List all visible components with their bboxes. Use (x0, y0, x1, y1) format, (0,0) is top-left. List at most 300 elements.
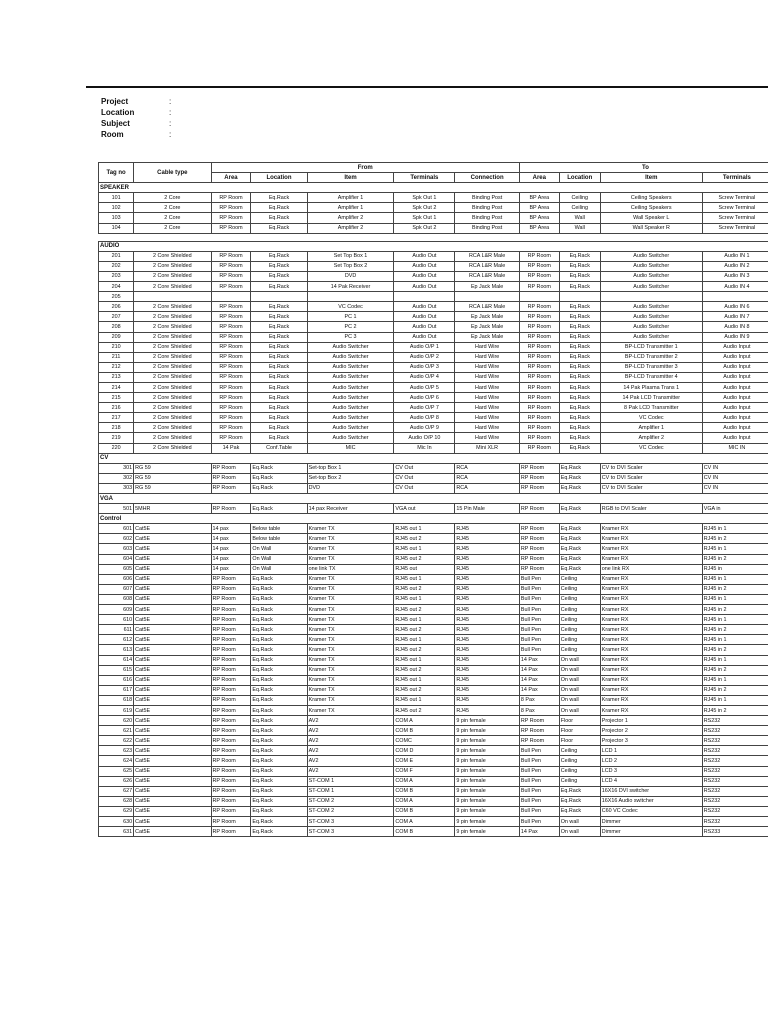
table-cell: RP Room (211, 716, 251, 726)
table-cell: RJ45 (455, 615, 520, 625)
table-cell: AV2 (307, 736, 394, 746)
table-cell: Amplifier 2 (307, 223, 394, 233)
col-from-area: Area (211, 173, 251, 183)
table-row (99, 584, 768, 594)
table-cell: RP Room (211, 473, 251, 483)
table-cell: Eq.Rack (251, 635, 307, 645)
table-cell: Bull Pen (519, 645, 559, 655)
table-cell: Audio Input (702, 352, 768, 362)
table-cell: Audio O/P 1 (394, 342, 455, 352)
meta-location: Location : (101, 108, 172, 117)
table-cell: RP Room (519, 382, 559, 392)
table-cell: RP Room (211, 332, 251, 342)
table-cell: 16X16 DVI switcher (600, 786, 702, 796)
table-cell: Audio Out (394, 332, 455, 342)
table-cell: Ceiling (559, 584, 600, 594)
table-cell: Kramer RX (600, 655, 702, 665)
table-cell: 608 (99, 594, 134, 604)
table-cell: Eq.Rack (251, 736, 307, 746)
table-cell: RJ45 in (702, 564, 768, 574)
table-cell: Wall Speaker R (600, 223, 702, 233)
table-cell: 9 pin female (455, 736, 520, 746)
table-cell: RJ45 out 1 (394, 615, 455, 625)
table-cell: COM E (394, 756, 455, 766)
table-cell: Audio Out (394, 251, 455, 261)
table-cell: RJ45 in 2 (702, 605, 768, 615)
table-row (99, 382, 768, 392)
table-cell: RP Room (211, 423, 251, 433)
table-cell: Amplifier 2 (307, 213, 394, 223)
table-row (99, 322, 768, 332)
table-cell: BP-LCD Transmitter 4 (600, 372, 702, 382)
table-row (99, 213, 768, 223)
table-cell: RJ45 out 1 (394, 695, 455, 705)
table-cell: Eq.Rack (559, 524, 600, 534)
table-cell: RP Room (519, 483, 559, 493)
table-cell: RJ45 (455, 675, 520, 685)
table-cell: RJ45 (455, 544, 520, 554)
table-row (99, 645, 768, 655)
table-cell: Cat5E (134, 827, 211, 837)
table-row (99, 372, 768, 382)
table-cell: RP Room (211, 655, 251, 665)
table-cell: Eq.Rack (251, 423, 307, 433)
table-cell: RJ45 in 1 (702, 615, 768, 625)
table-cell: 15 Pin Male (455, 504, 520, 514)
table-cell: Ceiling (559, 756, 600, 766)
table-cell (702, 292, 768, 302)
table-cell: Eq.Rack (559, 806, 600, 816)
table-cell: Eq.Rack (251, 203, 307, 213)
table-cell: Mini XLR (455, 443, 520, 453)
table-row (99, 726, 768, 736)
table-cell: 2 Core Shielded (134, 282, 211, 292)
table-cell: Audio Switcher (600, 312, 702, 322)
table-cell: Mic In (394, 443, 455, 453)
table-cell: 630 (99, 817, 134, 827)
table-cell: Audio Input (702, 413, 768, 423)
table-cell: Kramer RX (600, 524, 702, 534)
table-cell: 5MHR (134, 504, 211, 514)
table-cell: Screw Terminal (702, 223, 768, 233)
table-cell: Projector 1 (600, 716, 702, 726)
table-cell: Eq.Rack (559, 342, 600, 352)
table-cell: RS232 (702, 786, 768, 796)
table-cell: Kramer RX (600, 544, 702, 554)
table-cell: Kramer RX (600, 675, 702, 685)
table-cell: RS232 (702, 817, 768, 827)
table-cell: COM B (394, 827, 455, 837)
table-cell: RP Room (519, 332, 559, 342)
table-cell: RJ45 (455, 534, 520, 544)
table-cell: Bull Pen (519, 817, 559, 827)
table-cell: Eq.Rack (251, 322, 307, 332)
table-cell: Eq.Rack (559, 423, 600, 433)
table-cell: Kramer RX (600, 635, 702, 645)
table-cell: 2 Core Shielded (134, 352, 211, 362)
table-cell: 14 Pak Receiver (307, 282, 394, 292)
table-row (99, 756, 768, 766)
table-cell: Cat5E (134, 806, 211, 816)
table-cell: Ceiling (559, 594, 600, 604)
table-cell: Eq.Rack (251, 332, 307, 342)
table-cell: 625 (99, 766, 134, 776)
table-cell: RP Room (211, 433, 251, 443)
table-cell: BP-LCD Transmitter 3 (600, 362, 702, 372)
table-cell: ST-COM 1 (307, 776, 394, 786)
spacer-cell (99, 233, 768, 241)
table-cell: 212 (99, 362, 134, 372)
table-cell: RJ45 in 2 (702, 645, 768, 655)
table-cell: RP Room (211, 766, 251, 776)
table-cell: Eq.Rack (251, 282, 307, 292)
table-cell: 211 (99, 352, 134, 362)
table-cell: RP Room (519, 362, 559, 372)
table-cell: CV IN (702, 473, 768, 483)
table-cell: Eq.Rack (559, 534, 600, 544)
meta-project: Project : (101, 97, 172, 106)
table-cell: Eq.Rack (251, 393, 307, 403)
table-cell: Audio Switcher (307, 413, 394, 423)
table-cell: Kramer TX (307, 544, 394, 554)
table-cell: DVD (307, 483, 394, 493)
table-cell: Kramer RX (600, 574, 702, 584)
table-cell: 206 (99, 302, 134, 312)
table-cell: Audio O/P 10 (394, 433, 455, 443)
table-cell: RCA L&R Male (455, 271, 520, 281)
table-cell: Amplifier 2 (600, 433, 702, 443)
table-cell: Eq.Rack (251, 665, 307, 675)
table-cell: Wall (559, 223, 600, 233)
table-cell: RJ45 out 2 (394, 685, 455, 695)
table-cell: Audio O/P 5 (394, 382, 455, 392)
table-cell: Kramer TX (307, 655, 394, 665)
col-to-item: Item (600, 173, 702, 183)
table-cell: Floor (559, 736, 600, 746)
table-cell: BP-LCD Transmitter 2 (600, 352, 702, 362)
table-cell: RP Room (211, 342, 251, 352)
table-cell: Kramer TX (307, 534, 394, 544)
table-cell: RJ45 (455, 695, 520, 705)
table-cell: 215 (99, 393, 134, 403)
table-cell: Spk Out 1 (394, 213, 455, 223)
table-cell: Eq.Rack (559, 443, 600, 453)
table-cell: 631 (99, 827, 134, 837)
table-cell: 2 Core Shielded (134, 271, 211, 281)
table-cell: Eq.Rack (559, 322, 600, 332)
table-cell: RJ45 (455, 625, 520, 635)
table-cell: RP Room (211, 193, 251, 203)
table-row (99, 766, 768, 776)
table-cell: Bull Pen (519, 584, 559, 594)
section-header (99, 183, 768, 193)
table-cell: 627 (99, 786, 134, 796)
table-cell: RJ45 out 1 (394, 675, 455, 685)
table-cell: Set Top Box 1 (307, 251, 394, 261)
table-cell: 207 (99, 312, 134, 322)
table-cell: Eq.Rack (251, 362, 307, 372)
col-from-location: Location (251, 173, 307, 183)
table-cell: Spk Out 2 (394, 203, 455, 213)
table-cell: Eq.Rack (251, 342, 307, 352)
table-body (99, 183, 768, 837)
table-cell: RJ45 in 1 (702, 574, 768, 584)
table-row (99, 393, 768, 403)
table-cell: RJ45 out 2 (394, 584, 455, 594)
table-cell: Kramer TX (307, 705, 394, 715)
table-cell: Kramer TX (307, 665, 394, 675)
table-cell: Cat5E (134, 645, 211, 655)
table-cell: 14 Pak Plasma Trans 1 (600, 382, 702, 392)
table-cell: RCA L&R Male (455, 261, 520, 271)
table-cell: 605 (99, 564, 134, 574)
table-cell: Audio Switcher (307, 433, 394, 443)
table-row (99, 675, 768, 685)
table-cell: Cat5E (134, 665, 211, 675)
table-cell: Projector 2 (600, 726, 702, 736)
table-row (99, 524, 768, 534)
table-cell: Bull Pen (519, 796, 559, 806)
table-cell: Eq.Rack (559, 786, 600, 796)
table-cell: Ceiling (559, 615, 600, 625)
table-cell: Bull Pen (519, 776, 559, 786)
table-cell: RP Room (211, 372, 251, 382)
table-cell: 203 (99, 271, 134, 281)
table-cell: Hard Wire (455, 372, 520, 382)
table-cell: Eq.Rack (251, 271, 307, 281)
table-cell: Eq.Rack (251, 261, 307, 271)
table-cell: 14 pax (211, 564, 251, 574)
table-cell: Audio Input (702, 372, 768, 382)
table-cell: 9 pin female (455, 766, 520, 776)
table-cell: Kramer TX (307, 584, 394, 594)
table-row (99, 483, 768, 493)
table-cell: Ceiling (559, 746, 600, 756)
table-cell: RP Room (211, 483, 251, 493)
table-cell: Eq.Rack (559, 403, 600, 413)
table-cell: Eq.Rack (251, 705, 307, 715)
table-cell: RJ45 out 1 (394, 524, 455, 534)
table-cell: RP Room (211, 675, 251, 685)
table-cell: RJ45 in 1 (702, 695, 768, 705)
table-cell: 612 (99, 635, 134, 645)
section-title: Control (99, 514, 768, 524)
table-cell: Eq.Rack (251, 675, 307, 685)
table-cell: 619 (99, 705, 134, 715)
table-cell: Eq.Rack (559, 433, 600, 443)
table-cell: RJ45 out 2 (394, 665, 455, 675)
table-cell: 2 Core Shielded (134, 413, 211, 423)
table-cell: 9 pin female (455, 786, 520, 796)
table-cell: RP Room (211, 352, 251, 362)
table-cell: 9 pin female (455, 806, 520, 816)
table-cell: Audio IN 9 (702, 332, 768, 342)
table-cell: 2 Core (134, 213, 211, 223)
table-cell: LCD 2 (600, 756, 702, 766)
col-cable-type: Cable type (134, 163, 211, 183)
table-cell: RP Room (211, 756, 251, 766)
table-cell (519, 292, 559, 302)
table-cell: Audio IN 4 (702, 282, 768, 292)
table-cell: Eq.Rack (559, 282, 600, 292)
table-cell: Eq.Rack (559, 362, 600, 372)
table-cell: Set-top Box 2 (307, 473, 394, 483)
table-cell: Eq.Rack (251, 594, 307, 604)
table-cell: CV to DVI Scaler (600, 483, 702, 493)
table-cell: Audio Switcher (307, 362, 394, 372)
table-cell: COM A (394, 776, 455, 786)
table-row (99, 271, 768, 281)
table-cell: 613 (99, 645, 134, 655)
table-cell: Bull Pen (519, 756, 559, 766)
table-cell: 101 (99, 193, 134, 203)
table-cell: RJ45 in 1 (702, 544, 768, 554)
table-cell: RJ45 out 2 (394, 625, 455, 635)
table-cell: Audio IN 3 (702, 271, 768, 281)
table-cell: DVD (307, 271, 394, 281)
table-cell: Eq.Rack (251, 584, 307, 594)
table-cell: Ep Jack Male (455, 282, 520, 292)
table-cell: Wall Speaker L (600, 213, 702, 223)
table-cell: 208 (99, 322, 134, 332)
table-cell: RS232 (702, 806, 768, 816)
table-cell: 14 Pax (519, 675, 559, 685)
table-cell: Hard Wire (455, 362, 520, 372)
table-cell: RS232 (702, 726, 768, 736)
table-cell: 2 Core Shielded (134, 423, 211, 433)
table-cell: RP Room (211, 574, 251, 584)
table-row (99, 302, 768, 312)
table-cell: RJ45 out 1 (394, 574, 455, 584)
table-cell: Audio Out (394, 322, 455, 332)
table-cell (600, 292, 702, 302)
table-cell: Audio Switcher (600, 251, 702, 261)
table-cell: 2 Core Shielded (134, 372, 211, 382)
table-cell: On wall (559, 695, 600, 705)
section-header (99, 514, 768, 524)
table-cell: 2 Core Shielded (134, 342, 211, 352)
table-cell: 219 (99, 433, 134, 443)
table-cell: Kramer TX (307, 574, 394, 584)
table-cell: Eq.Rack (559, 251, 600, 261)
table-cell: Eq.Rack (251, 463, 307, 473)
table-cell: RP Room (211, 382, 251, 392)
table-cell: 14 Pax (519, 665, 559, 675)
table-cell: RP Room (211, 393, 251, 403)
table-cell: RG 59 (134, 473, 211, 483)
table-cell: Audio O/P 8 (394, 413, 455, 423)
table-cell: RP Room (519, 322, 559, 332)
table-cell: Eq.Rack (251, 615, 307, 625)
table-cell: Kramer TX (307, 605, 394, 615)
table-cell: Eq.Rack (559, 312, 600, 322)
table-cell: RP Room (519, 463, 559, 473)
table-cell: RJ45 out 2 (394, 605, 455, 615)
table-cell: Floor (559, 726, 600, 736)
table-row (99, 685, 768, 695)
table-row (99, 362, 768, 372)
table-row (99, 605, 768, 615)
table-cell: VC Codec (600, 443, 702, 453)
table-cell: Eq.Rack (251, 605, 307, 615)
table-cell: RJ45 out 2 (394, 554, 455, 564)
table-cell: 9 pin female (455, 796, 520, 806)
table-cell: RP Room (211, 322, 251, 332)
table-cell: Audio Switcher (600, 271, 702, 281)
table-cell: 302 (99, 473, 134, 483)
table-cell: 610 (99, 615, 134, 625)
table-cell: 609 (99, 605, 134, 615)
table-cell: RJ45 out 1 (394, 635, 455, 645)
table-row (99, 635, 768, 645)
table-cell: 217 (99, 413, 134, 423)
table-cell: ST-COM 3 (307, 817, 394, 827)
table-cell: 8 Pax (519, 695, 559, 705)
col-from-item: Item (307, 173, 394, 183)
group-from: From (211, 163, 519, 173)
table-cell: Eq.Rack (559, 393, 600, 403)
table-cell (134, 292, 211, 302)
table-cell: RJ45 in 1 (702, 524, 768, 534)
table-cell: Eq.Rack (251, 716, 307, 726)
table-cell: Audio O/P 6 (394, 393, 455, 403)
table-cell: Cat5E (134, 615, 211, 625)
table-cell: Binding Post (455, 193, 520, 203)
table-cell: RJ45 (455, 574, 520, 584)
table-cell: Eq.Rack (251, 312, 307, 322)
table-cell: PC 1 (307, 312, 394, 322)
table-cell: RP Room (519, 352, 559, 362)
table-cell: RP Room (211, 271, 251, 281)
table-cell: RP Room (519, 716, 559, 726)
table-cell: Cat5E (134, 786, 211, 796)
table-cell: Binding Post (455, 223, 520, 233)
table-cell: ST-COM 1 (307, 786, 394, 796)
table-cell: 626 (99, 776, 134, 786)
table-cell: Bull Pen (519, 594, 559, 604)
table-cell: Bull Pen (519, 625, 559, 635)
table-cell: Cat5E (134, 635, 211, 645)
table-cell: Dimmer (600, 827, 702, 837)
table-row (99, 615, 768, 625)
table-cell: Kramer RX (600, 594, 702, 604)
table-cell: RP Room (519, 393, 559, 403)
table-cell: RJ45 (455, 564, 520, 574)
table-cell: 14 pax (211, 524, 251, 534)
table-cell: Cat5E (134, 544, 211, 554)
table-cell: 303 (99, 483, 134, 493)
table-cell: RS232 (702, 766, 768, 776)
table-cell: Eq.Rack (251, 766, 307, 776)
table-cell: RP Room (519, 302, 559, 312)
table-cell: Set-top Box 1 (307, 463, 394, 473)
table-cell: Cat5E (134, 716, 211, 726)
table-cell: Eq.Rack (559, 352, 600, 362)
table-cell: CV Out (394, 473, 455, 483)
table-cell: On wall (559, 675, 600, 685)
table-cell: Audio Input (702, 403, 768, 413)
table-cell: CV Out (394, 483, 455, 493)
table-cell: Cat5E (134, 756, 211, 766)
table-cell: RCA L&R Male (455, 251, 520, 261)
table-cell: Eq.Rack (251, 806, 307, 816)
table-cell: RP Room (519, 372, 559, 382)
table-cell: Audio IN 1 (702, 251, 768, 261)
table-cell: Spk Out 2 (394, 223, 455, 233)
table-cell: PC 2 (307, 322, 394, 332)
table-cell: Kramer RX (600, 615, 702, 625)
table-cell: Cat5E (134, 524, 211, 534)
